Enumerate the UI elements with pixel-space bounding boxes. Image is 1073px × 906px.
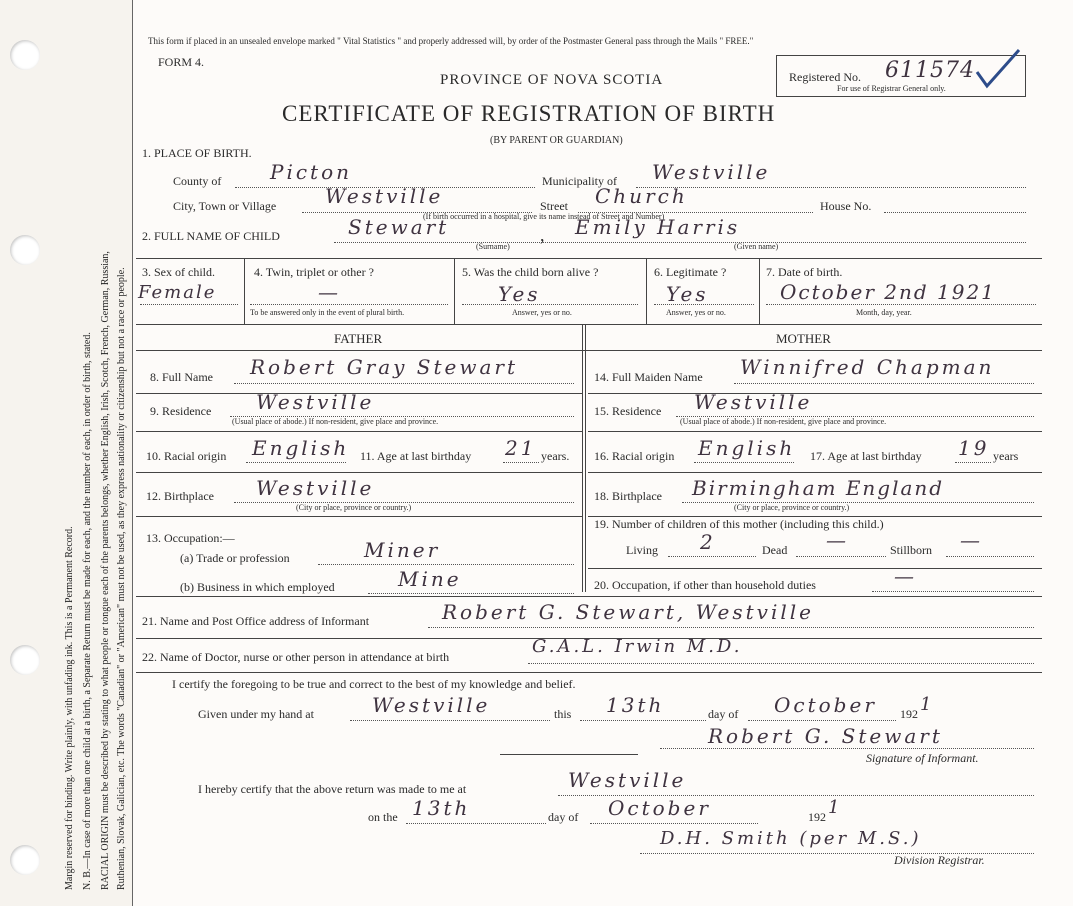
living-line xyxy=(668,556,756,557)
father-racial-label: 10. Racial origin xyxy=(146,449,227,463)
given-under-label: Given under my hand at xyxy=(198,707,314,721)
comma: , xyxy=(540,225,545,245)
mother-children-label: 19. Number of children of this mother (including this child.) xyxy=(594,517,884,531)
municipality-label: Municipality of xyxy=(542,174,617,188)
rule xyxy=(588,431,1042,432)
mother-occupation-value: — xyxy=(894,564,917,588)
house-label: House No. xyxy=(820,199,872,213)
informant-signature-line xyxy=(660,748,1034,749)
certificate-title: CERTIFICATE OF REGISTRATION OF BIRTH xyxy=(282,101,776,126)
place-of-birth-heading: 1. PLACE OF BIRTH. xyxy=(142,146,252,160)
registered-box xyxy=(776,55,1026,97)
registrar-day-value: 13th xyxy=(412,796,471,820)
mother-racial-line xyxy=(694,462,794,463)
father-racial-value: English xyxy=(252,436,350,460)
registrar-signature: D.H. Smith (per M.S.) xyxy=(660,828,922,849)
rule xyxy=(136,258,1042,259)
house-line xyxy=(884,212,1026,213)
mother-years-label: years xyxy=(993,449,1019,463)
father-residence-value: Westville xyxy=(256,390,375,414)
rule xyxy=(588,472,1042,473)
division-registrar-label: Division Registrar. xyxy=(894,853,985,867)
street-label: Street xyxy=(540,199,568,213)
mother-racial-label: 16. Racial origin xyxy=(594,449,675,463)
mother-age-line xyxy=(955,462,991,463)
certify-statement: I certify the foregoing to be true and correct to the best of my knowledge and belief. xyxy=(172,677,576,691)
registrar-month-line xyxy=(590,823,758,824)
child-surname-value: Stewart xyxy=(348,215,450,239)
dob-label: 7. Date of birth. xyxy=(766,265,843,279)
given-year-suffix: 1 xyxy=(920,694,935,715)
living-value: 2 xyxy=(700,530,716,554)
postal-notice: This form if placed in an unsealed envelope marked " Vital Statistics " and properly addressed will, by order of the Postmaster General pass through the Mails " FREE." xyxy=(148,36,754,46)
registrar-on-the-label: on the xyxy=(368,810,398,824)
mother-racial-value: English xyxy=(698,436,796,460)
given-name-note: (Given name) xyxy=(734,242,779,251)
registered-number: 611574 xyxy=(885,58,975,83)
rule xyxy=(136,431,582,432)
rule xyxy=(759,258,760,324)
mother-residence-value: Westville xyxy=(694,390,813,414)
certificate-subtitle: (BY PARENT OR GUARDIAN) xyxy=(490,135,623,146)
street-value: Church xyxy=(595,184,688,208)
father-name-line xyxy=(234,383,574,384)
punch-hole xyxy=(10,645,40,675)
twin-label: 4. Twin, triplet or other ? xyxy=(254,265,374,279)
doctor-value: G.A.L. Irwin M.D. xyxy=(532,636,743,657)
mother-residence-label: 15. Residence xyxy=(594,404,662,418)
father-name-label: 8. Full Name xyxy=(150,370,213,384)
father-occupation-label: 13. Occupation:— xyxy=(146,531,235,545)
twin-note: To be answered only in the event of plural birth. xyxy=(250,308,405,317)
mother-birthplace-label: 18. Birthplace xyxy=(594,489,662,503)
child-name-line xyxy=(334,242,1026,243)
mother-name-label: 14. Full Maiden Name xyxy=(594,370,703,384)
punch-hole xyxy=(10,40,40,70)
punch-hole xyxy=(10,235,40,265)
alive-note: Answer, yes or no. xyxy=(512,308,572,317)
given-day-line xyxy=(580,720,706,721)
mother-birthplace-value: Birmingham England xyxy=(692,476,945,500)
father-racial-line xyxy=(246,462,346,463)
margin-text-4: Ruthenian, Slovak, Galician, etc. The words "Canadian" or "American" must not be used, as they express nationality or citizenship but not a race or people. xyxy=(116,267,127,890)
given-month-line xyxy=(748,720,896,721)
business-line xyxy=(368,593,574,594)
business-label: (b) Business in which employed xyxy=(180,580,335,594)
legitimate-note: Answer, yes or no. xyxy=(666,308,726,317)
rule xyxy=(136,672,1042,673)
dead-label: Dead xyxy=(762,543,788,557)
binding-margin xyxy=(0,0,133,906)
rule xyxy=(136,596,1042,597)
registrar-place-value: Westville xyxy=(568,768,687,792)
alive-label: 5. Was the child born alive ? xyxy=(462,265,599,279)
city-value: Westville xyxy=(325,184,444,208)
registrar-day-line xyxy=(406,823,546,824)
mother-heading: MOTHER xyxy=(776,331,831,346)
hospital-note: (If birth occurred in a hospital, give its name instead of Street and Number) xyxy=(423,212,665,221)
rule xyxy=(588,393,1042,394)
rule xyxy=(582,324,583,592)
dead-line xyxy=(796,556,886,557)
mother-age-label: 17. Age at last birthday xyxy=(810,449,922,463)
registrar-month-value: October xyxy=(608,796,711,820)
margin-text-1: Margin reserved for binding. Write plainly, with unfading ink. This is a Permanent Record. xyxy=(64,526,75,890)
given-day-of-label: day of xyxy=(708,707,739,721)
registrar-year-suffix: 1 xyxy=(828,797,843,818)
given-day-value: 13th xyxy=(606,693,665,717)
informant-label: 21. Name and Post Office address of Informant xyxy=(142,614,370,628)
form-number: FORM 4. xyxy=(158,55,205,69)
mother-occupation-line xyxy=(872,591,1034,592)
dead-value: — xyxy=(826,528,849,552)
surname-note: (Surname) xyxy=(476,242,510,251)
county-value: Picton xyxy=(270,160,353,184)
mother-occupation-label: 20. Occupation, if other than household duties xyxy=(594,578,816,592)
dob-value: October 2nd 1921 xyxy=(780,280,996,304)
trade-label: (a) Trade or profession xyxy=(180,551,290,565)
rule xyxy=(454,258,455,324)
given-year-prefix: 192 xyxy=(900,707,918,721)
father-age-label: 11. Age at last birthday xyxy=(360,449,472,463)
informant-signature: Robert G. Stewart xyxy=(708,724,943,748)
mother-name-line xyxy=(734,383,1034,384)
rule xyxy=(585,324,586,592)
doctor-line xyxy=(528,663,1034,664)
sex-value: Female xyxy=(138,282,217,303)
child-name-label: 2. FULL NAME OF CHILD xyxy=(142,229,280,243)
rule xyxy=(588,568,1042,569)
father-heading: FATHER xyxy=(334,331,383,346)
margin-text-3: RACIAL ORIGIN must be described by stating to what people or tongue each of the parents belongs, whether English, Irish, Scotch, French, German, Russian, xyxy=(100,251,111,890)
mother-name-value: Winnifred Chapman xyxy=(740,355,995,379)
check-mark-icon xyxy=(973,48,1023,94)
father-age-line xyxy=(503,462,539,463)
twin-line xyxy=(250,304,448,305)
rule xyxy=(646,258,647,324)
informant-value: Robert G. Stewart, Westville xyxy=(442,600,814,624)
father-birthplace-value: Westville xyxy=(256,476,375,500)
father-birthplace-label: 12. Birthplace xyxy=(146,489,214,503)
province-heading: PROVINCE OF NOVA SCOTIA xyxy=(440,72,664,88)
dob-line xyxy=(766,304,1036,305)
trade-line xyxy=(318,564,574,565)
dob-note: Month, day, year. xyxy=(856,308,912,317)
rule xyxy=(136,350,1042,351)
municipality-line xyxy=(636,187,1026,188)
mother-birthplace-note: (City or place, province or country.) xyxy=(734,503,850,512)
legitimate-value: Yes xyxy=(666,282,709,306)
stillborn-label: Stillborn xyxy=(890,543,933,557)
registered-label: Registered No. xyxy=(789,70,861,84)
legitimate-label: 6. Legitimate ? xyxy=(654,265,727,279)
rule xyxy=(500,754,638,755)
trade-value: Miner xyxy=(364,538,441,562)
doctor-label: 22. Name of Doctor, nurse or other person in attendance at birth xyxy=(142,650,450,664)
signature-informant-label: Signature of Informant. xyxy=(866,751,979,765)
stillborn-value: — xyxy=(960,528,983,552)
child-given-value: Emily Harris xyxy=(575,215,741,239)
this-label: this xyxy=(554,707,572,721)
registrar-only-note: For use of Registrar General only. xyxy=(837,84,946,93)
city-label: City, Town or Village xyxy=(173,199,277,213)
father-birthplace-note: (City or place, province or country.) xyxy=(296,503,412,512)
rule xyxy=(244,258,245,324)
living-label: Living xyxy=(626,543,658,557)
registrar-statement: I hereby certify that the above return was made to me at xyxy=(198,782,467,796)
stillborn-line xyxy=(946,556,1034,557)
father-name-value: Robert Gray Stewart xyxy=(250,355,519,379)
given-place-line xyxy=(350,720,550,721)
county-label: County of xyxy=(173,174,222,188)
registrar-year-prefix: 192 xyxy=(808,810,826,824)
given-place-value: Westville xyxy=(372,693,491,717)
registrar-day-of-label: day of xyxy=(548,810,579,824)
rule xyxy=(136,324,1042,325)
mother-age-value: 19 xyxy=(958,436,990,460)
father-residence-note: (Usual place of abode.) If non-resident, give place and province. xyxy=(232,417,439,426)
father-residence-label: 9. Residence xyxy=(150,404,212,418)
father-age-value: 21 xyxy=(505,436,537,460)
sex-label: 3. Sex of child. xyxy=(142,265,215,279)
rule xyxy=(136,472,582,473)
alive-line xyxy=(462,304,638,305)
business-value: Mine xyxy=(398,567,462,591)
alive-value: Yes xyxy=(498,282,541,306)
margin-text-2: N. B.—In case of more than one child at a birth, a Separate Return must be made for each, and the number of each, in order of birth, stated. xyxy=(82,332,93,890)
municipality-value: Westville xyxy=(652,160,771,184)
father-years-label: years. xyxy=(541,449,570,463)
mother-residence-note: (Usual place of abode.) If non-resident, give place and province. xyxy=(680,417,887,426)
informant-line xyxy=(428,627,1034,628)
given-month-value: October xyxy=(774,693,877,717)
twin-value: — xyxy=(318,280,341,304)
sex-line xyxy=(140,304,238,305)
punch-hole xyxy=(10,845,40,875)
rule xyxy=(136,516,582,517)
